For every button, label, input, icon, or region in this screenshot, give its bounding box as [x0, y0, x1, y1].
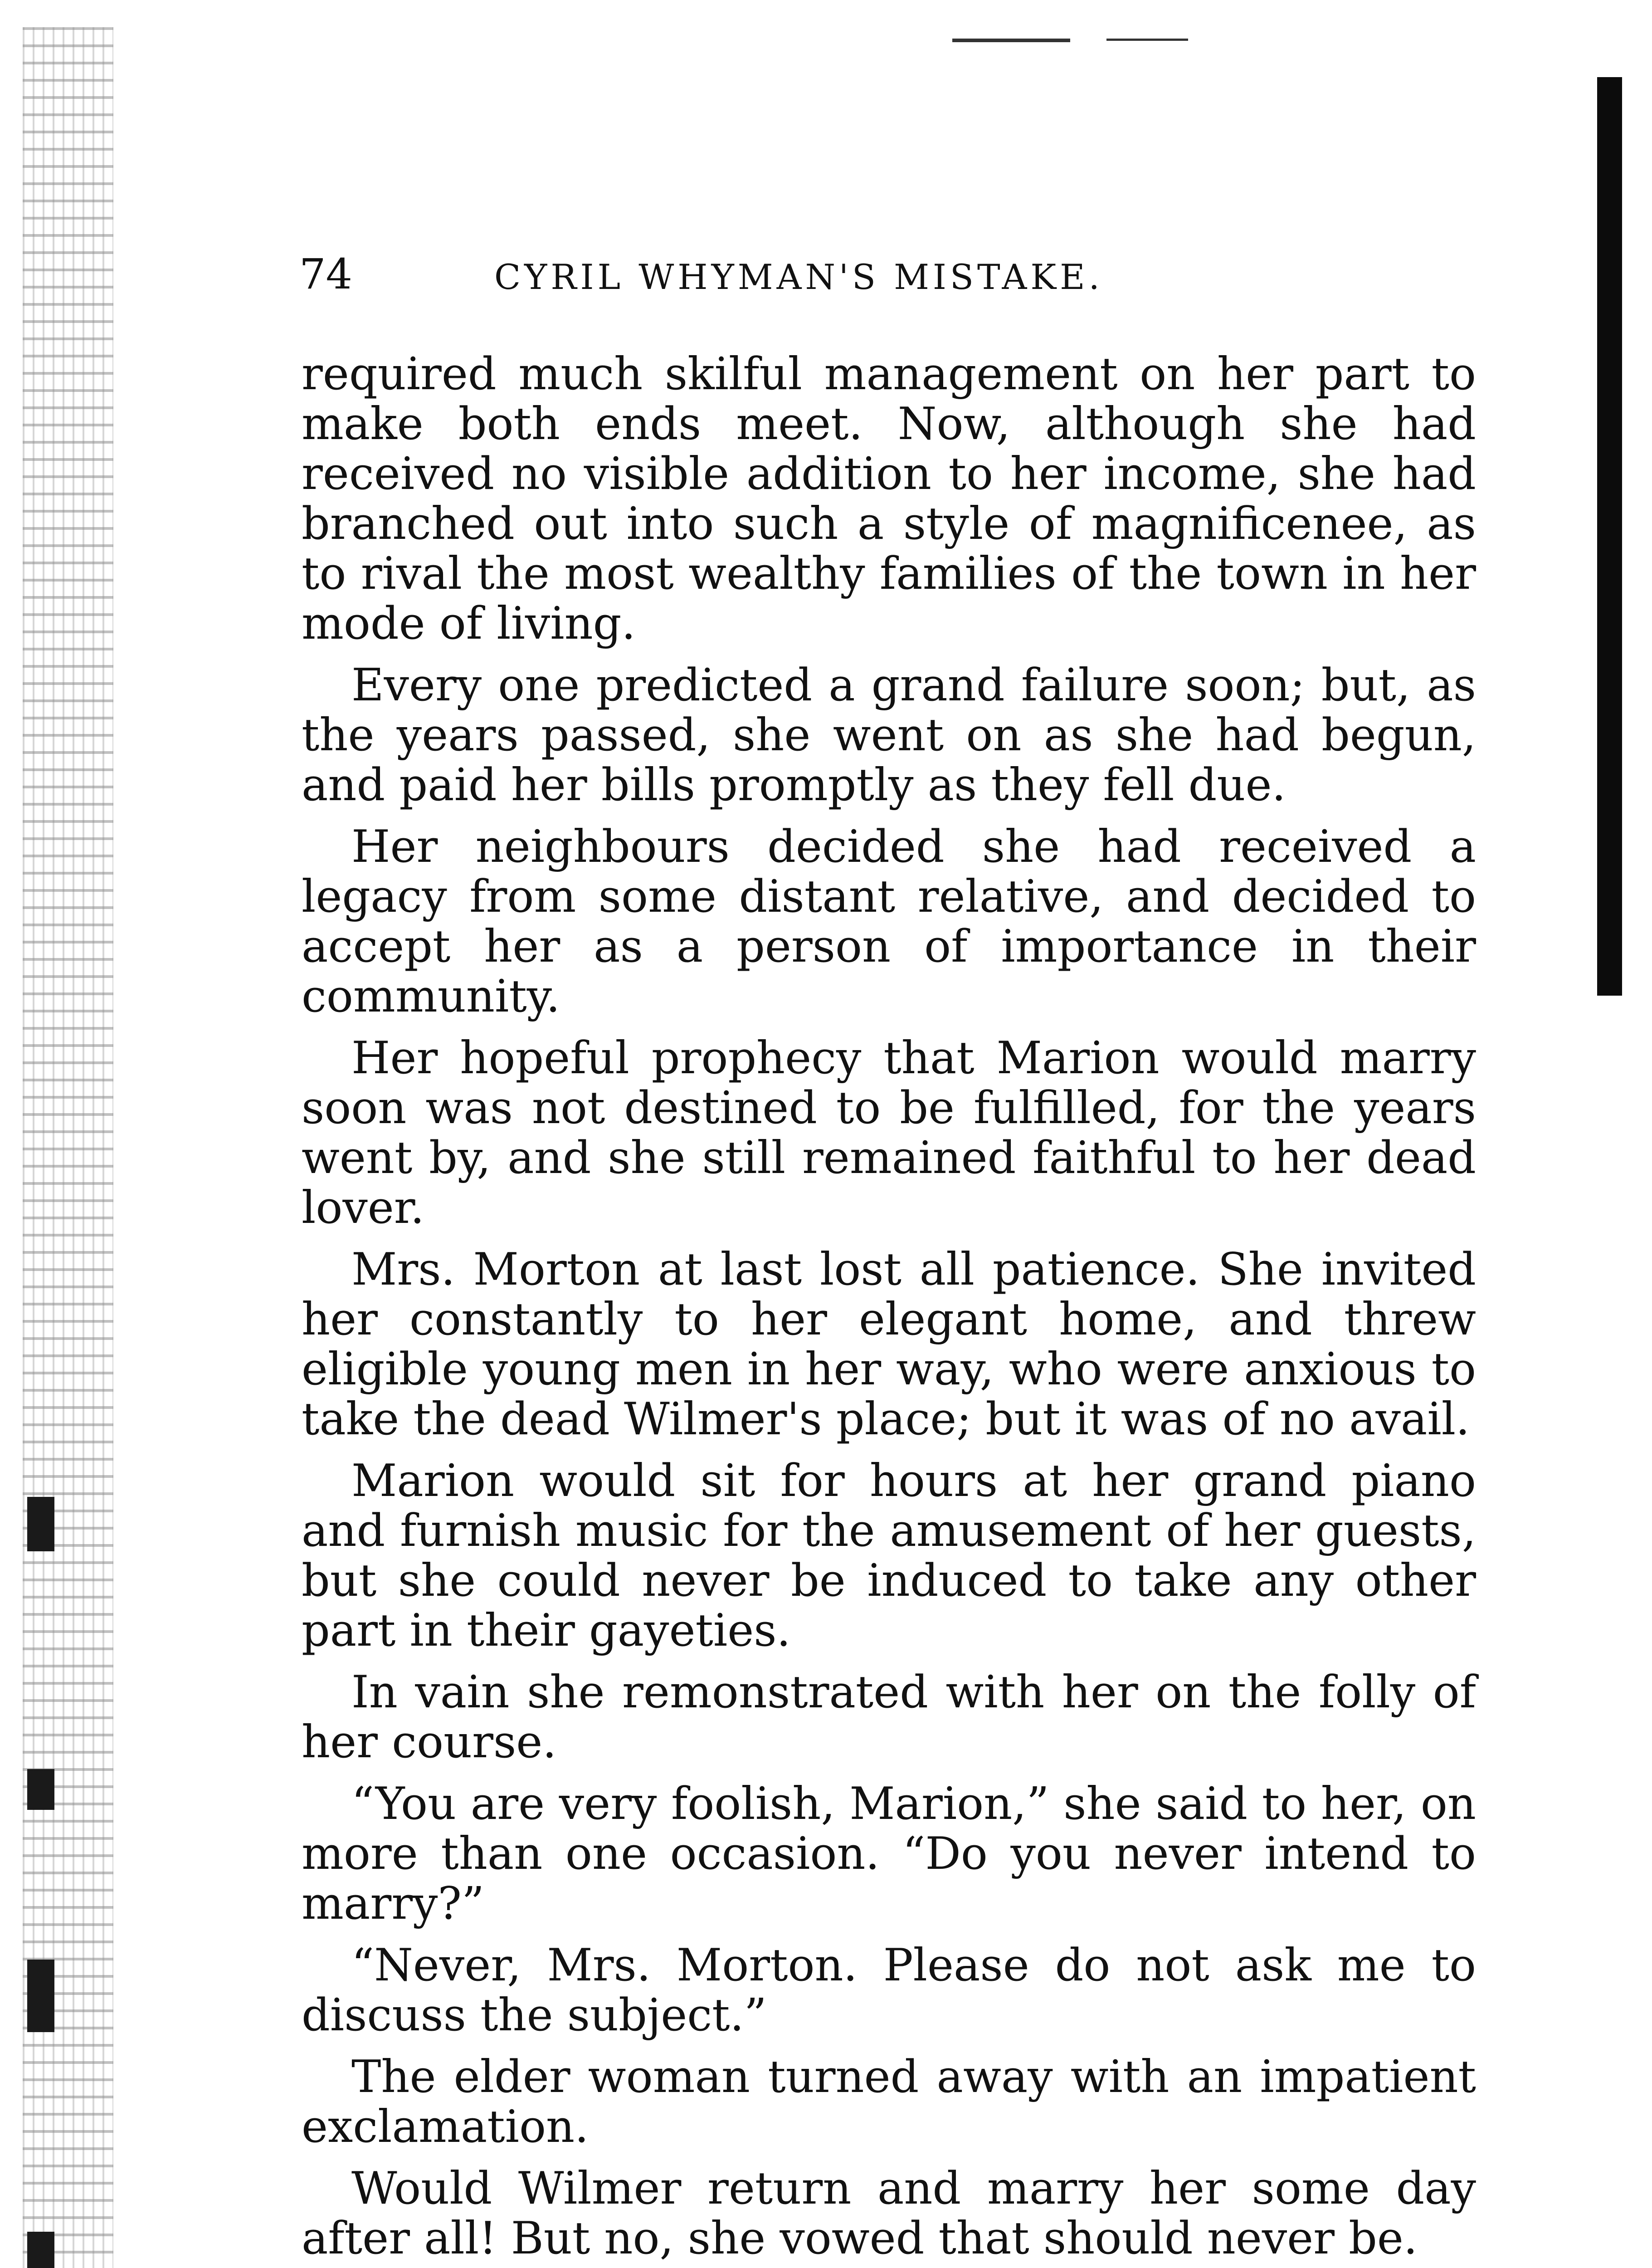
page-header — [299, 245, 1496, 308]
paragraph: The elder woman turned away with an impatient exclamation. — [302, 2051, 1476, 2153]
running-title: CYRIL WHYMAN'S MISTAKE. — [494, 257, 1103, 297]
body-text — [302, 349, 1476, 2268]
page-number: 74 — [299, 250, 353, 298]
scan-edge-mark — [27, 1960, 54, 2032]
paragraph: Would Wilmer return and marry her some day after all! But no, she vowed that should never be. — [302, 2163, 1476, 2264]
binding-shadow-bar — [1597, 77, 1622, 996]
paragraph: “Never, Mrs. Morton. Please do not ask me to discuss the subject.” — [302, 1940, 1476, 2041]
scanned-page-edge — [23, 27, 113, 2268]
top-scan-smudge — [1106, 39, 1188, 41]
scan-edge-mark — [27, 1497, 54, 1551]
paragraph: In vain she remonstrated with her on the folly of her course. — [302, 1667, 1476, 1768]
paragraph: Marion would sit for hours at her grand piano and furnish music for the amusement of her guests, but she could never be induced to take any other part in their gayeties. — [302, 1455, 1476, 1657]
paragraph: Every one predicted a grand failure soon; but, as the years passed, she went on as she had begun, and paid her bills promptly as they fell due. — [302, 660, 1476, 811]
paragraph: “You are very foolish, Marion,” she said to her, on more than one occasion. “Do you never intend to marry?” — [302, 1778, 1476, 1930]
paragraph: Mrs. Morton at last lost all patience. She invited her constantly to her elegant home, and threw eligible young men in her way, who were anxious to take the dead Wilmer's place; but it was of no avail. — [302, 1244, 1476, 1445]
paragraph: Her hopeful prophecy that Marion would marry soon was not destined to be fulfilled, for the years went by, and she still remained faithful to her dead lover. — [302, 1032, 1476, 1234]
scan-edge-mark — [27, 2232, 54, 2268]
scan-edge-mark — [27, 1769, 54, 1810]
top-scan-smudge — [952, 39, 1070, 42]
paragraph: Her neighbours decided she had received a legacy from some distant relative, and decided to accept her as a person of importance in their community. — [302, 821, 1476, 1022]
paragraph: required much skilful management on her part to make both ends meet. Now, although she had received no visible addition to her income, she had branched out into such a style of magnificenee, as to rival the most wealthy families of the town in her mode of living. — [302, 348, 1476, 650]
